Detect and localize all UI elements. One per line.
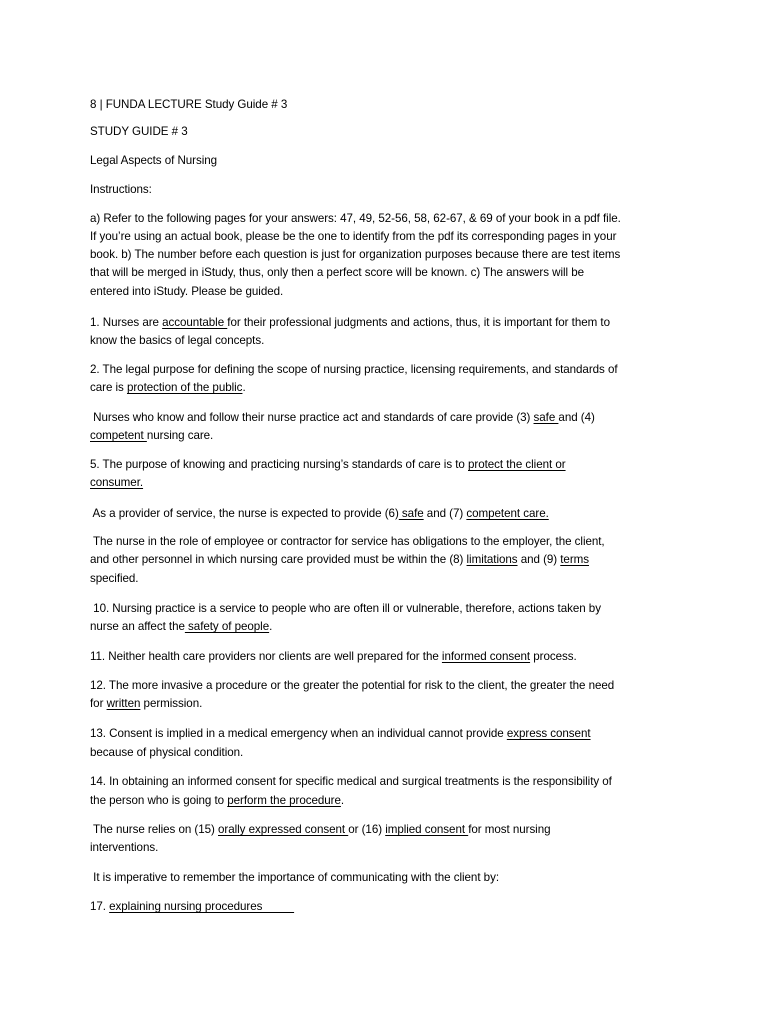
instructions-heading-line (90, 181, 152, 198)
text-run: because of physical condition. (90, 746, 244, 759)
answer-text: express consent (506, 727, 591, 740)
item-8-9-line (90, 551, 589, 568)
text-run: Legal Aspects of Nursing (90, 154, 218, 167)
item-10-line (90, 618, 272, 635)
item-2-line (90, 379, 246, 396)
item-3-4-line (90, 409, 595, 426)
text-run: know the basics of legal concepts. (90, 334, 265, 347)
text-run: 5. The purpose of knowing and practicing nursing’s standards of care is to (90, 458, 468, 471)
text-run: The nurse in the role of employee or contractor for service has obligations to the employer, the client, (90, 535, 605, 548)
text-run: 14. In obtaining an informed consent for specific medical and surgical treatments is the responsibility of (90, 775, 612, 788)
text-run: Instructions: (90, 183, 152, 196)
communicating-intro-line (90, 869, 499, 886)
item-1-line (90, 332, 264, 349)
text-run: book. b) The number before each question is just for organization purposes because there are test items (90, 248, 621, 261)
text-run: 2. The legal purpose for defining the scope of nursing practice, licensing requirements, and standards of (90, 363, 618, 376)
answer-text: safety of people (184, 620, 270, 633)
answer-text: orally expressed consent (218, 823, 349, 836)
text-run: Nurses who know and follow their nurse practice act and standards of care provide (3) (90, 411, 534, 424)
answer-text: accountable (162, 316, 228, 329)
item-15-16-line (90, 821, 551, 838)
text-run: STUDY GUIDE # 3 (90, 125, 188, 138)
instructions-body-line (90, 283, 283, 300)
text-run: specified. (90, 572, 139, 585)
text-run: 10. Nursing practice is a service to people who are often ill or vulnerable, therefore, actions taken by (90, 602, 601, 615)
text-run: the person who is going to (90, 794, 228, 807)
item-17-line (90, 898, 294, 915)
header-line (90, 96, 287, 113)
text-run: 11. Neither health care providers nor clients are well prepared for the (90, 650, 442, 663)
answer-text: safe (398, 507, 424, 520)
item-14-line (90, 773, 612, 790)
text-run: a) Refer to the following pages for your answers: 47, 49, 52-56, 58, 62-67, & 69 of your book in a pdf file. (90, 212, 621, 225)
study-guide-title-line (90, 123, 188, 140)
text-run: nursing care. (146, 429, 214, 442)
text-run: interventions. (90, 841, 159, 854)
item-3-4-line (90, 427, 213, 444)
text-run: and (4) (558, 411, 595, 424)
text-run: or (16) (348, 823, 386, 836)
text-run: process. (530, 650, 577, 663)
item-10-line (90, 600, 601, 617)
answer-text: written (106, 697, 141, 710)
answer-text: safe (533, 411, 559, 424)
text-run: If you’re using an actual book, please be the one to identify from the pdf its corresponding pages in your (90, 230, 617, 243)
answer-text: terms (560, 553, 590, 566)
text-run: entered into iStudy. Please be guided. (90, 285, 284, 298)
answer-text: perform the procedure (227, 794, 341, 807)
text-run: . (340, 794, 345, 807)
text-run: 8 | FUNDA LECTURE Study Guide # 3 (90, 98, 288, 111)
item-5-line (90, 456, 566, 473)
item-11-line (90, 648, 577, 665)
item-13-line (90, 744, 243, 761)
instructions-body-line (90, 228, 616, 245)
text-run: 13. Consent is implied in a medical emergency when an individual cannot provide (90, 727, 507, 740)
item-1-line (90, 314, 610, 331)
item-8-9-line (90, 533, 605, 550)
text-run: and (7) (423, 507, 467, 520)
text-run: The nurse relies on (15) (90, 823, 219, 836)
text-run: for most nursing (468, 823, 551, 836)
text-run: and (9) (517, 553, 561, 566)
instructions-body-line (90, 210, 621, 227)
answer-text: limitations (466, 553, 518, 566)
item-5-line (90, 474, 143, 491)
text-run: . (242, 381, 246, 394)
item-12-line (90, 695, 202, 712)
text-run: that will be merged in iStudy, thus, only then a perfect score will be known. c) The answers will be (90, 266, 584, 279)
item-15-16-line (90, 839, 158, 856)
text-run: and other personnel in which nursing care provided must be within the (8) (90, 553, 467, 566)
text-run: nurse an affect the (90, 620, 185, 633)
item-14-line (90, 792, 344, 809)
item-6-7-line (90, 505, 549, 522)
answer-text: protection of the public (126, 381, 243, 394)
item-2-line (90, 361, 618, 378)
answer-text: consumer. (90, 476, 144, 489)
instructions-body-line (90, 264, 584, 281)
text-run: It is imperative to remember the importance of communicating with the client by: (90, 871, 499, 884)
answer-text: protect the client or (468, 458, 566, 471)
text-run: for (90, 697, 107, 710)
answer-text: explaining nursing procedures (109, 900, 295, 913)
text-run: . (269, 620, 273, 633)
answer-text: informed consent (441, 650, 531, 663)
text-run: care is (90, 381, 127, 394)
text-run: 1. Nurses are (90, 316, 163, 329)
instructions-body-line (90, 246, 620, 263)
text-run: permission. (140, 697, 203, 710)
text-run: 17. (90, 900, 110, 913)
item-12-line (90, 677, 614, 694)
answer-text: competent care. (466, 507, 549, 520)
text-run: for their professional judgments and actions, thus, it is important for them to (227, 316, 610, 329)
topic-line (90, 152, 217, 169)
text-run: 12. The more invasive a procedure or the greater the potential for risk to the client, the greater the need (90, 679, 615, 692)
item-13-line (90, 725, 591, 742)
item-8-9-line (90, 570, 138, 587)
answer-text: competent (90, 429, 147, 442)
answer-text: implied consent (385, 823, 469, 836)
text-run: As a provider of service, the nurse is expected to provide (6) (90, 507, 399, 520)
